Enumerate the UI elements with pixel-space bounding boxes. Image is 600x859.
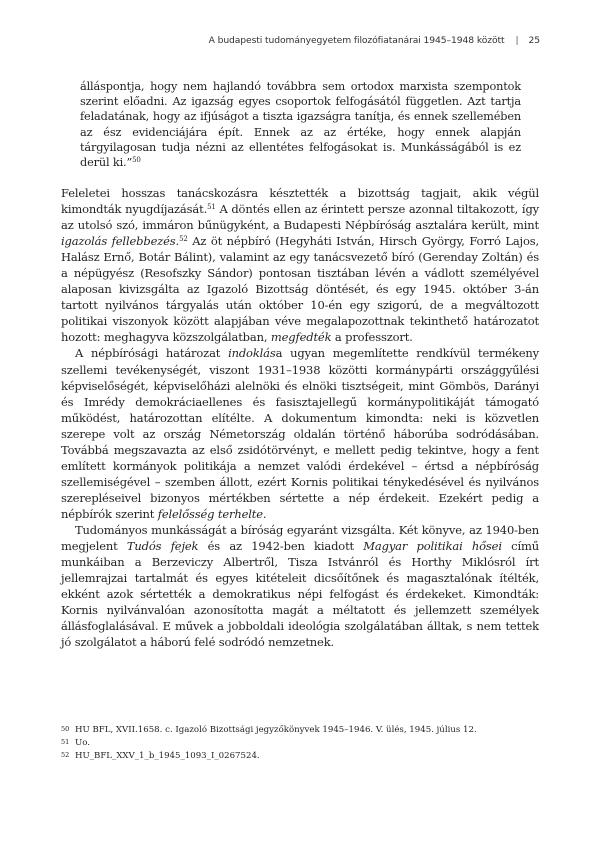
p3-italic-1: Tudós fejek [126,539,199,554]
p1-text-c: . [175,234,180,249]
footnote-ref-52[interactable]: 52 [179,235,188,244]
footnote-number: 52 [61,751,70,760]
footnotes [61,724,540,764]
page-number: 25 [528,35,540,46]
paragraph-1 [61,185,539,345]
p1-text-b: A döntés ellen az érintett persze azonnal tiltakozott, így az utolsó szó, immáron bűnügyként, a Budapesti Népbíróság asztalára került, mint [61,202,539,233]
block-quote [80,79,521,170]
p2-text-a: A népbírósági határozat [75,346,229,361]
p2-text-b: a ugyan megemlítette rendkívül termékeny szellemi tevékenységét, viszont 1931–1938 közötti kormánypárti országgyűlési képviselőségét, képviselőházi alelnöki és elnöki tisztségeit, mint Gömbös, Darányi és Imrédy demokráciaellenes és fasisztajellegű kormánypolitikáját támogató működést, határozottan elítélte. A dokumentum kimondta: neki is közvetlen szerepe volt az ország Németország oldalán történő háborúba sodródásában. Továbbá megszavazta az első zsidótörvényt, e mellett pedig tekintve, hogy a fent említett kormányok politikája a nemzet valódi érdekével – értsd a népbíróság szellemiségével – szemben állott, ezért Kornis politikai ténykedésével és nyilvános szerepléseivel bizonyos mértékben sértette a nép érdekeit. Ezekért pedig a népbírók szerint [61,346,540,521]
footnote-51 [61,737,540,750]
running-title: A budapesti tudományegyetem filozófiatanárai 1945–1948 között [208,35,505,46]
p1-italic: igazolás fellebbezés [61,234,176,249]
footnote-50 [61,724,540,737]
p1-text-e: a professzort. [331,330,413,345]
footnote-number: 50 [61,725,70,733]
footnote-ref-51[interactable]: 51 [207,203,216,212]
p3-text-b: és az 1942-ben kiadott [198,539,364,554]
p1-italic-2: megfedték [270,330,332,345]
footnote-ref-50[interactable]: 50 [132,156,141,165]
p2-italic: indoklás [228,346,276,361]
p2-italic-2: felelősség terhelte [157,506,263,521]
p3-text-a: Tudományos munkásságát a bíróság egyaránt vizsgálta. Két könyve, az 1940-ben megjelent [61,522,539,554]
footnote-text: HU_BFL_XXV_1_b_1945_1093_I_0267524. [75,751,260,762]
footnote-text: Uo. [75,738,90,749]
footnote-number: 51 [61,738,70,747]
p3-text-c: című munkáiban a Berzeviczy Albertről, Tisza Istvánról és Horthy Miklósról írt jellemrajzai tartalmát és egyes kitételeit dicsőítőnek és magasztalónak ítélték, ekként azok sértették a demokratikus népi felfogást és érdekeket. Kimondták: Kornis nyilvánvalóan azonosította magát a méltatott és jellemzett személyek állásfoglalásával. E művek a jobboldali ideológia szolgálatában álltak, s nem tettek jó szolgálatot a háború felé sodródó nemzetnek. [61,539,539,650]
quote-text: álláspontja, hogy nem hajlandó továbbra sem ortodox marxista szempontok szerint előadni. Az igazság egyes csoportok felfogásától független. Azt tartja feladatának, hogy az ifjúságot a tiszta igazságra tanítja, és ennek szellemében az ész evidenciájára épít. Ennek az az értéke, hogy ennek alapján tárgyilagosan tudja nézni az ellentétes felfogásokat is. Munkásságából is ez derül ki.” [80,80,521,170]
p1-text-d: Az öt népbíró (Hegyháti István, Hirsch György, Forró Lajos, Halász Ernő, Botár Bálint), valamint az egy tanácsvezető bíró (Gerenday Zoltán) és a népügyész (Resofszky Sándor) pontosan tisztában lévén a vádlott személyével alaposan kivizsgálta az Igazoló Bizottság döntését, és egy 1945. október 3-án tartott nyilvános tárgyalás után október 10-én egy szigorú, de a megváltozott politikai viszonyok között alapjában véve megalapozottnak tekinthető határozatot hozott: meghagyva közszolgálatban, [61,234,539,345]
header-separator: | [515,35,519,46]
p3-italic-2: Magyar politikai hősei [363,539,502,554]
p1-text-a: Feleletei hosszas tanácskozásra késztették a bizottság tagjait, akik végül kimondták nyugdíjazását. [61,186,539,217]
running-header [60,35,540,51]
paragraph-2 [61,345,539,522]
footnote-52 [61,750,540,763]
main-text [61,185,539,650]
footnote-text: HU BFL, XVII.1658. c. Igazoló Bizottsági jegyzőkönyvek 1945–1946. V. ülés, 1945. július 12. [75,725,477,735]
p2-text-c: . [262,506,267,521]
paragraph-3 [61,522,539,650]
